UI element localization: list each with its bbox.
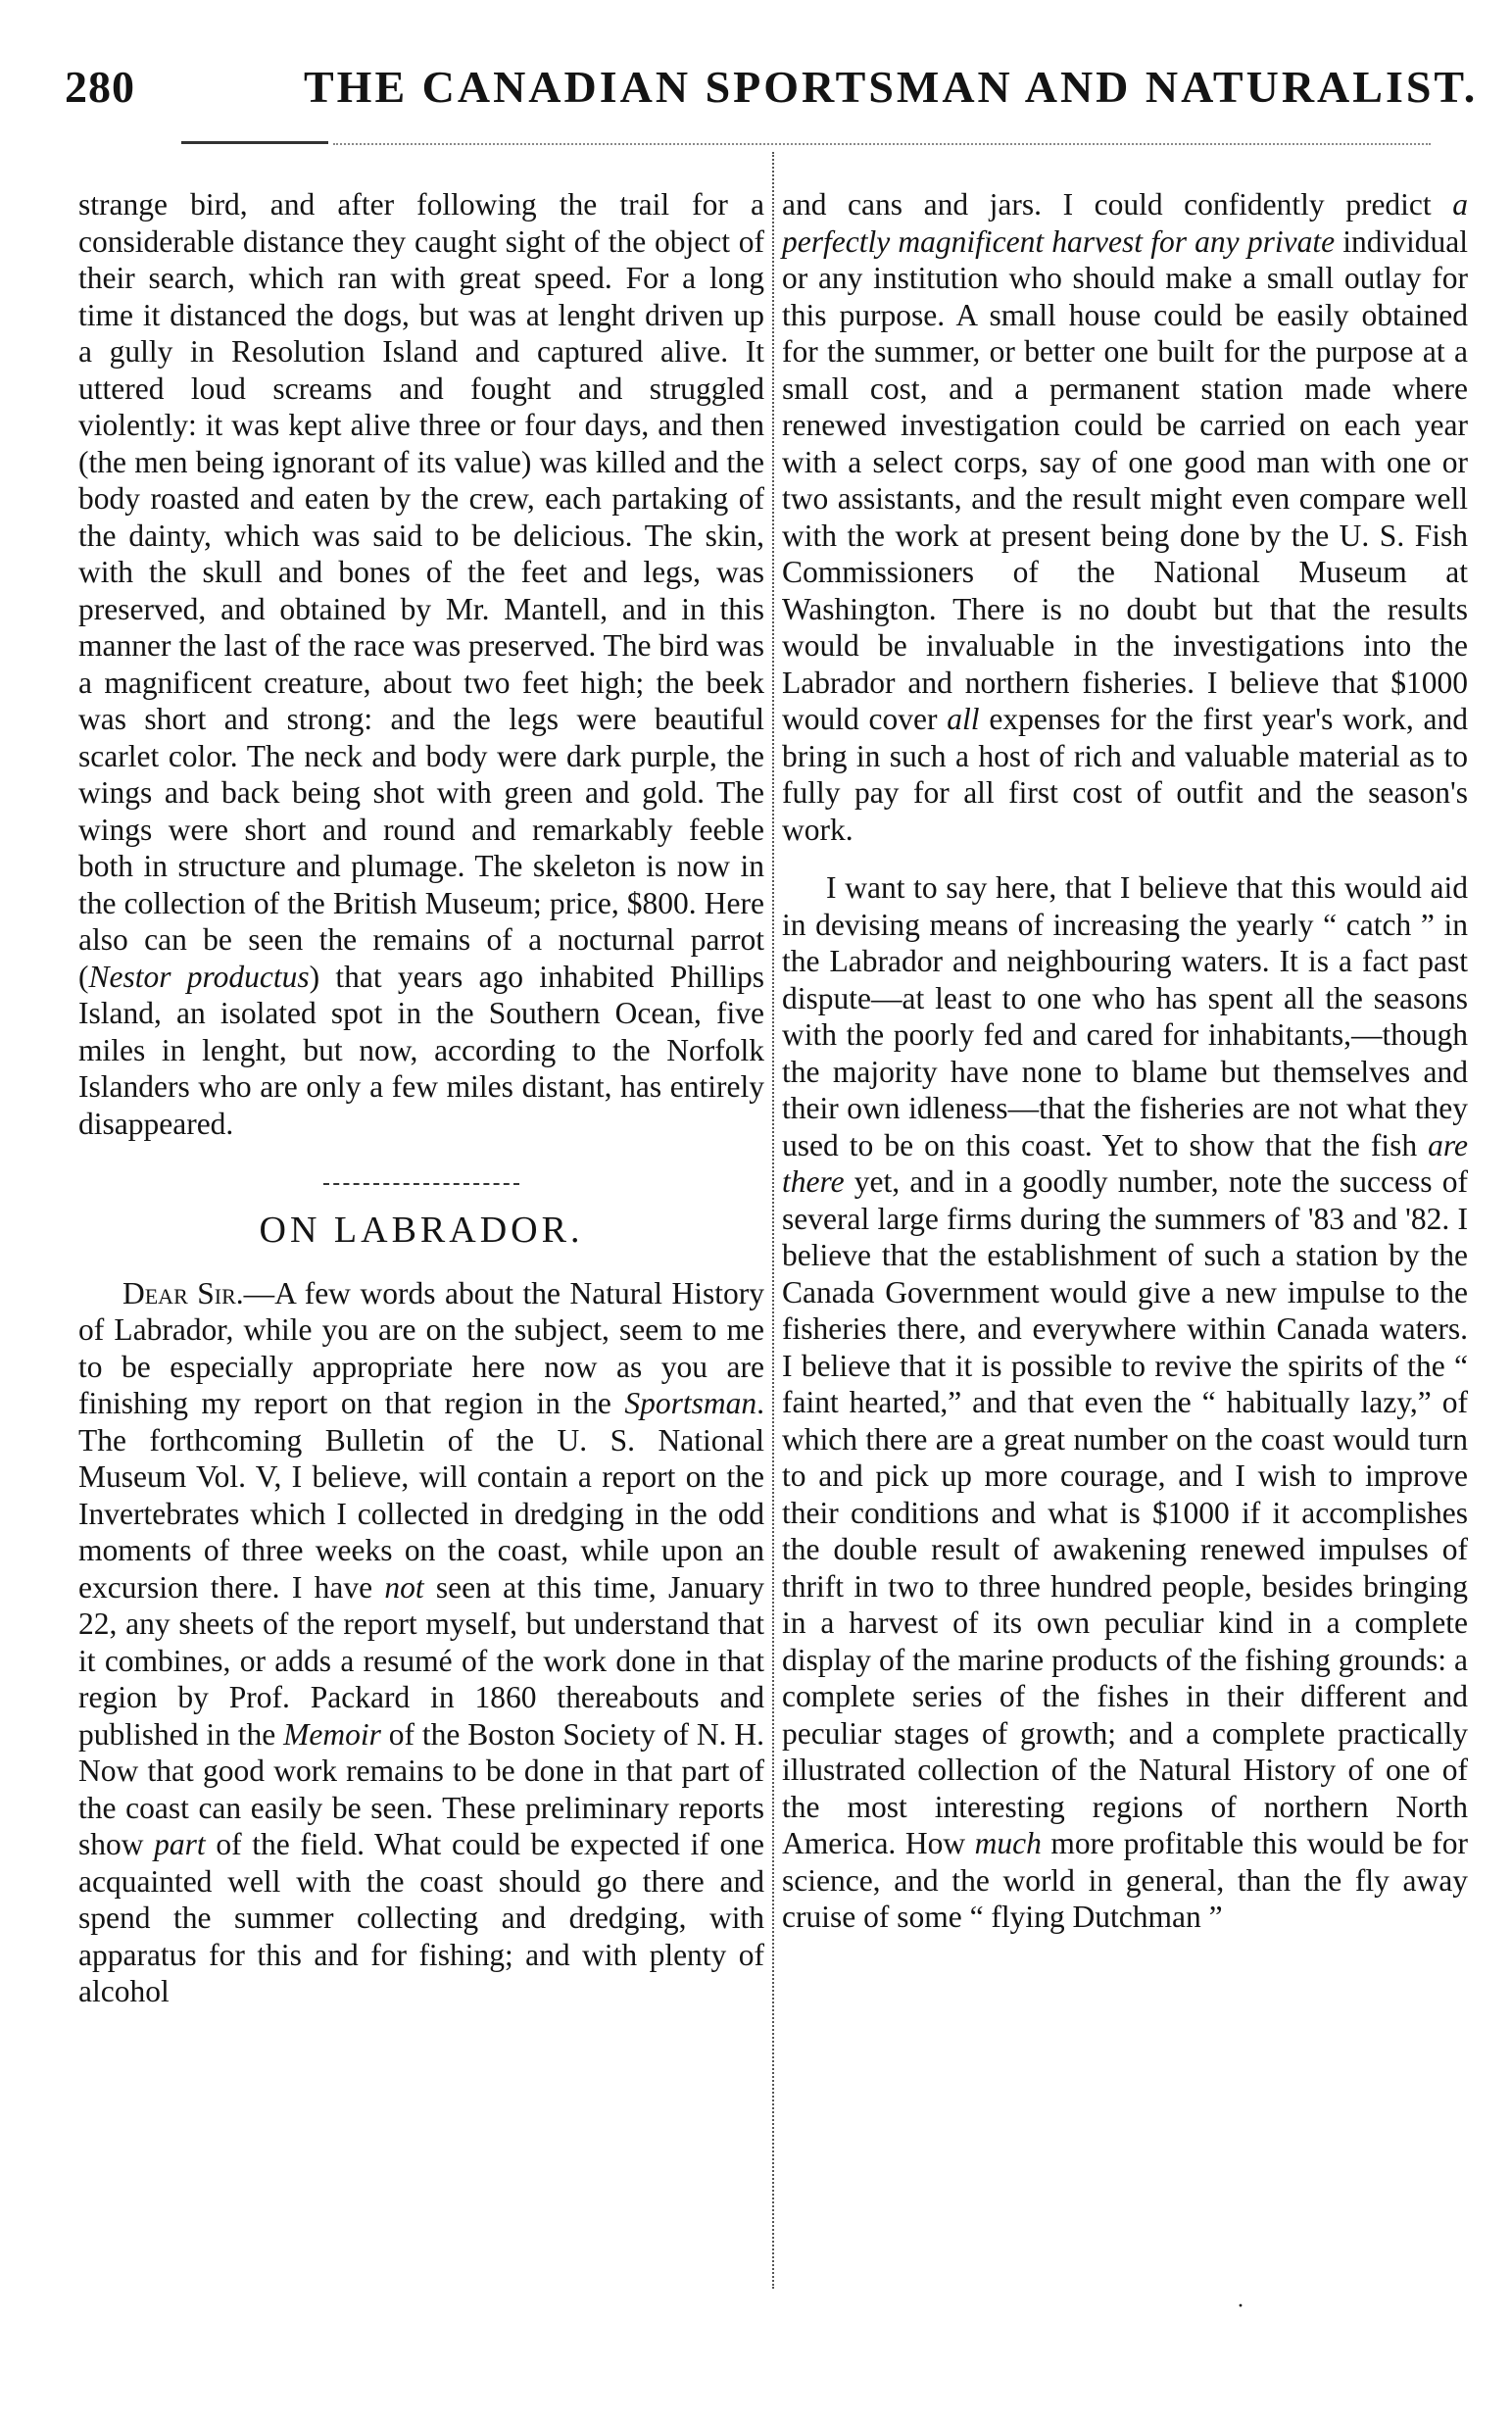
text-run: seen at this time, January 22, any sheets of the report myself, but understand that it combines, or adds a resumé of the work done in that region by Prof. Packard in 1860 thereabouts and published in the bbox=[78, 1569, 764, 1752]
text-run: strange bird, and after following the trail for a considerable distance they caught sight of the object of their search, which ran with great speed. For a long time it distanced the dogs, but was at lenght driven up a gully in Resolution Island and captured alive. It uttered loud screams and fought and struggled violently: it was kept alive three or four days, and then (the men being ignorant of its value) was killed and the body roasted and eaten by the crew, each partaking of the dainty, which was said to be delicious. The skin, with the skull and bones of the feet and legs, was preserved, and obtained by Mr. Mantell, and in this manner the last of the race was preserved. The bird was a magnificent creature, about two feet high; the beek was short and strong: and the legs were beautiful scarlet color. The neck and body were dark purple, the wings and back being shot with green and gold. The wings were short and round and remarkably feeble both in structure and plumage. The skeleton is now in the collection of the British Museum; price, $800. Here also can be seen the remains of a nocturnal parrot ( bbox=[78, 187, 765, 994]
text-run: more profitable this would be for science, and the world in general, than the fly away cruise of some “ flying Dutchman ” bbox=[782, 1826, 1468, 1934]
stray-print-mark: · bbox=[1237, 2294, 1244, 2319]
text-run: ) that years ago inhabited Phillips Island, an isolated spot in the Southern Ocean, five miles in lenght, but now, according to the Norfolk Islanders who are only a few miles distant, has entirely disappeared. bbox=[78, 959, 764, 1141]
paragraph-extinct-bird bbox=[78, 186, 764, 1142]
italic-text: all bbox=[947, 702, 980, 736]
page-header bbox=[39, 61, 1479, 139]
text-run: of the field. What could be expected if one acquainted well with the coast should go there and spend the summer collecting and dredging, with apparatus for this and for fishing; and with plenty of alcohol bbox=[78, 1827, 764, 2008]
text-run: of the Boston Society of N. H. Now that good work remains to be done in that part of the coast can easily be seen. These preliminary reports show bbox=[78, 1716, 764, 1861]
italic-text: part bbox=[154, 1827, 206, 1861]
paragraph-harvest bbox=[782, 186, 1468, 848]
left-column bbox=[78, 186, 764, 2010]
text-run: individual or any institution who should make a small outlay for this purpose. A small house could be easily obtained for the summer, or better one built for the purpose at a small cost, and a permanent station made where renewed investigation could be carried on each year with a select corps, say of one good man with one or two assistants, and the result might even compare well with the work at present being done by the U. S. Fish Commissioners of the National Museum at Washington. There is no doubt but that the results would be invaluable in the investigations into the Labrador and northern fisheries. I believe that $1000 would cover bbox=[782, 223, 1468, 736]
section-separator bbox=[323, 1183, 519, 1185]
text-run: expenses for the first year's work, and bring in such a host of rich and valuable material as to fully pay for all first cost of outfit and the season's work. bbox=[782, 702, 1468, 847]
text-run: yet, and in a goodly number, note the success of several large firms during the summers of '83 and '82. I believe that the establishment of such a station by the Canada Government would give a new impulse to the fisheries there, and everywhere within Canada waters. I believe that it is possible to revive the spirits of the “ faint hearted,” and that even the “ habitually lazy,” of which there are a great number on the coast would turn to and pick up more courage, and I wish to improve their conditions and what is $1000 if it accomplishes the double result of awakening renewed impulses of thrift in two to three hundred people, besides bringing in a harvest of its own peculiar kind in a complete display of the marine products of the fishing grounds: a complete series of the fishes in their different and peculiar stages of growth; and a complete practically illustrated collection of the Natural History of one of the most interesting regions of northern North America. How bbox=[782, 1164, 1468, 1860]
right-column bbox=[782, 186, 1468, 1936]
italic-text: not bbox=[384, 1569, 424, 1605]
italic-text: Memoir bbox=[283, 1716, 381, 1752]
italic-text: a perfectly magnificent harvest for any private bbox=[782, 187, 1468, 259]
running-head: THE CANADIAN SPORTSMAN AND NATURALIST. bbox=[304, 62, 1479, 112]
italic-text: are there bbox=[782, 1127, 1468, 1199]
text-run: . The forthcoming Bulletin of the U. S. National Museum Vol. V, I believe, will contain a report on the Invertebrates which I collected in dredging in the odd moments of three weeks on the coast, while upon an excursion there. I have bbox=[78, 1386, 764, 1605]
page-number: 280 bbox=[65, 62, 135, 112]
header-dotted-rule bbox=[333, 143, 1431, 145]
italic-species-name: Nestor productus bbox=[88, 959, 310, 994]
paragraph-letter-opening bbox=[78, 1275, 764, 2010]
italic-text: Sportsman bbox=[624, 1386, 757, 1420]
text-run: —A few words about the Natural History of Labrador, while you are on the subject, seem to me to be especially appropriate here now as you are finishing my report on that region in the bbox=[78, 1275, 764, 1420]
salutation: Dear Sir. bbox=[122, 1275, 244, 1310]
section-heading: ON LABRADOR. bbox=[259, 1210, 584, 1251]
text-run: and cans and jars. I could confidently predict bbox=[782, 187, 1453, 222]
text-run: I want to say here, that I believe that this would aid in devising means of increasing the yearly “ catch ” in the Labrador and neighbouring waters. It is a fact past dispute—at least to one who has spent all the seasons with the poorly fed and cared for inhabitants,—though the majority have none to blame but themselves and their own idleness—that the fisheries are not what they used to be on this coast. Yet to show that the fish bbox=[782, 870, 1468, 1162]
column-divider bbox=[772, 152, 774, 2289]
italic-text: much bbox=[974, 1826, 1042, 1860]
paragraph-fisheries bbox=[782, 869, 1468, 1936]
header-rule bbox=[181, 141, 328, 144]
